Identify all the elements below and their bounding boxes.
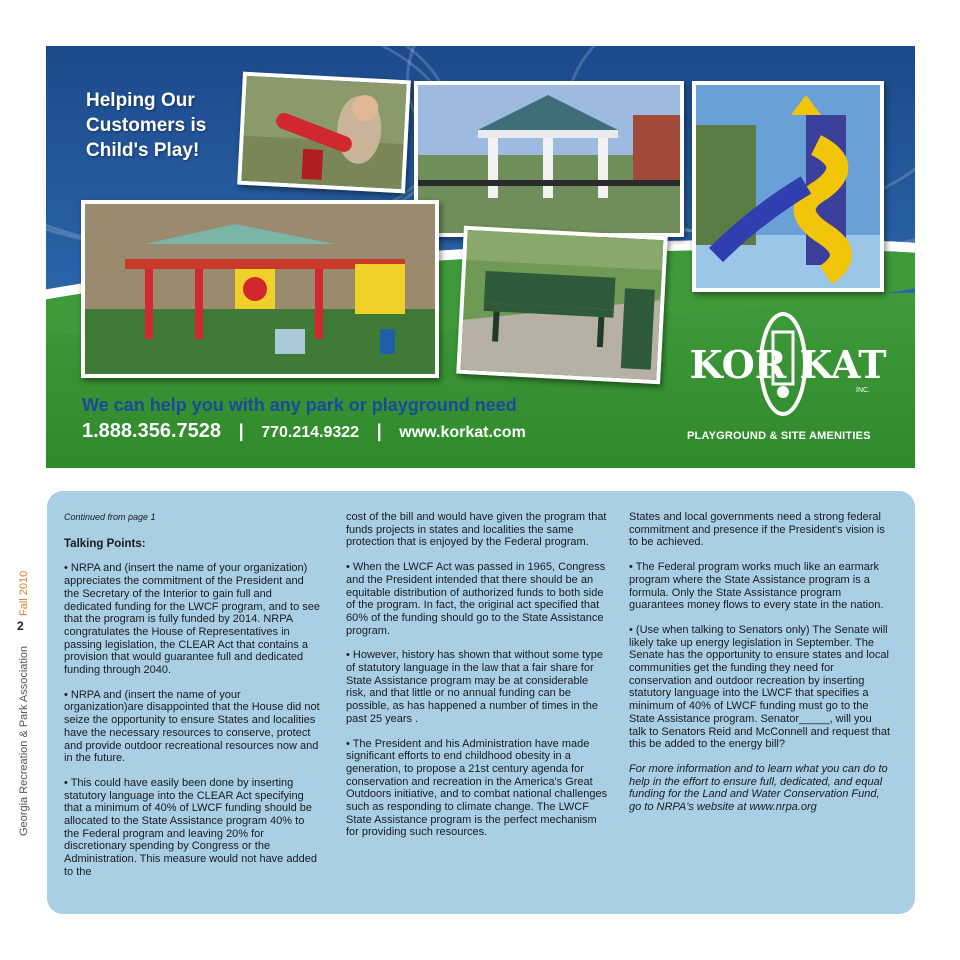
separator: | — [238, 421, 244, 441]
ad-tagline: We can help you with any park or playground need — [82, 395, 517, 415]
article-column-1 — [64, 511, 321, 891]
ad-contact-line — [82, 420, 526, 443]
paragraph: • NRPA and (insert the name of your organization) appreciates the commitment of the President and the Secretary of the Interior to gain full and dedicated funding for the LWCF program, and to see that the program is fully funded by 2014. NRPA congratulates the House of Representatives in passing legislation, the CLEAR Act that contains a provision that would guarantee full and dedicated funding through 2040. — [64, 562, 320, 677]
phone-alt[interactable]: 770.214.9322 — [261, 424, 360, 441]
paragraph: • (Use when talking to Senators only) The Senate will likely take up energy legislation in September. The Senate has the opportunity to ensure states and local communities get the funding they need for conservation and outdoor recreation by inserting statutory language into the LWCF that specifies a minimum of 40% of LWCF funding must go to the State Assistance program. Senator_____, will you talk to Senators Reid and McConnell and request that this be added to the energy bill? — [629, 623, 891, 751]
paragraph: • This could have easily been done by inserting statutory language into the CLEAR Act specifying that a minimum of 40% of LWCF funding should be allocated to the State Assistance program 40% to the Federal program and leaving 20% for discretionary spending by Congress or the Administration. This measure would not have added to the — [64, 776, 317, 878]
paragraph: • The President and his Administration have made significant efforts to end childhood obesity in a generation, to propose a 21st century agenda for conservation and recreation in the America's Great Outdoors initiative, and to combat national challenges such as responding to climate change. The LWCF State Assistance program is the perfect mechanism for providing such resources. — [346, 737, 608, 839]
phone-main[interactable]: 1.888.356.7528 — [82, 420, 222, 442]
photo-child-water-cannon — [237, 72, 411, 194]
separator: | — [376, 421, 382, 441]
issue-text: Fall 2010 — [18, 570, 30, 616]
article-heading: Talking Points: — [64, 537, 146, 550]
website-link[interactable]: www.korkat.com — [399, 424, 526, 441]
photo-park-bench — [456, 226, 667, 384]
closing-paragraph: For more information and to learn what you can do to help in the effort to ensure full, dedicated, and equal funding for the Land and Water Conservation Fund, go to NRPA's website at www.nrpa.org — [629, 762, 888, 814]
ad-headline: Helping Our Customers is Child's Play! — [86, 90, 207, 161]
publication-label — [14, 640, 34, 840]
paragraph: cost of the bill and would have given the program that funds projects in states and localities the same protection that is enjoyed by the Federal program. — [346, 511, 607, 549]
continued-note: Continued from page 1 — [64, 512, 156, 522]
logo-text-left: KOR — [689, 342, 787, 387]
ad-subtitle: PLAYGROUND & SITE AMENITIES — [687, 430, 871, 442]
korkat-advertisement — [46, 46, 915, 468]
paragraph: • When the LWCF Act was passed in 1965, Congress and the President intended that there should be an equitable distribution of authorized funds to both side of the program. In fact, the original act specified that 60% of the funding should go to the State Assistance program. — [346, 561, 606, 637]
photo-playground — [81, 200, 439, 378]
photo-gazebo — [414, 81, 684, 237]
page-number: 2 — [17, 619, 24, 633]
paragraph: • The Federal program works much like an earmark program where the State Assistance program is a formula. Only the State Assistance program guarantees money flows to every state in the nation. — [629, 561, 884, 612]
article-column-2 — [346, 511, 608, 851]
logo-inc: INC. — [856, 387, 870, 394]
photo-water-slide — [692, 81, 884, 292]
korkat-logo — [678, 308, 888, 420]
paragraph: States and local governments need a strong federal commitment and presence if the President's vision is to be achieved. — [629, 511, 885, 549]
article-column-3 — [629, 511, 891, 826]
publication-text: Georgia Recreation & Park Association — [18, 645, 30, 836]
paragraph: • NRPA and (insert the name of your organization)are disappointed that the House did not seize the opportunity to ensure States and localities have the necessary resources to conserve, protect and provide outdoor recreational resources now and in the future. — [64, 688, 320, 765]
issue-label — [14, 560, 34, 620]
article-panel — [47, 491, 915, 914]
logo-text-right: KAT — [799, 342, 887, 387]
paragraph: • However, history has shown that without some type of statutory language in the law that a fair share for State Assistance program may be at considerable risk, and that little or no annual funding can be possible, as has happened a number of times in the past 25 years . — [346, 649, 603, 725]
